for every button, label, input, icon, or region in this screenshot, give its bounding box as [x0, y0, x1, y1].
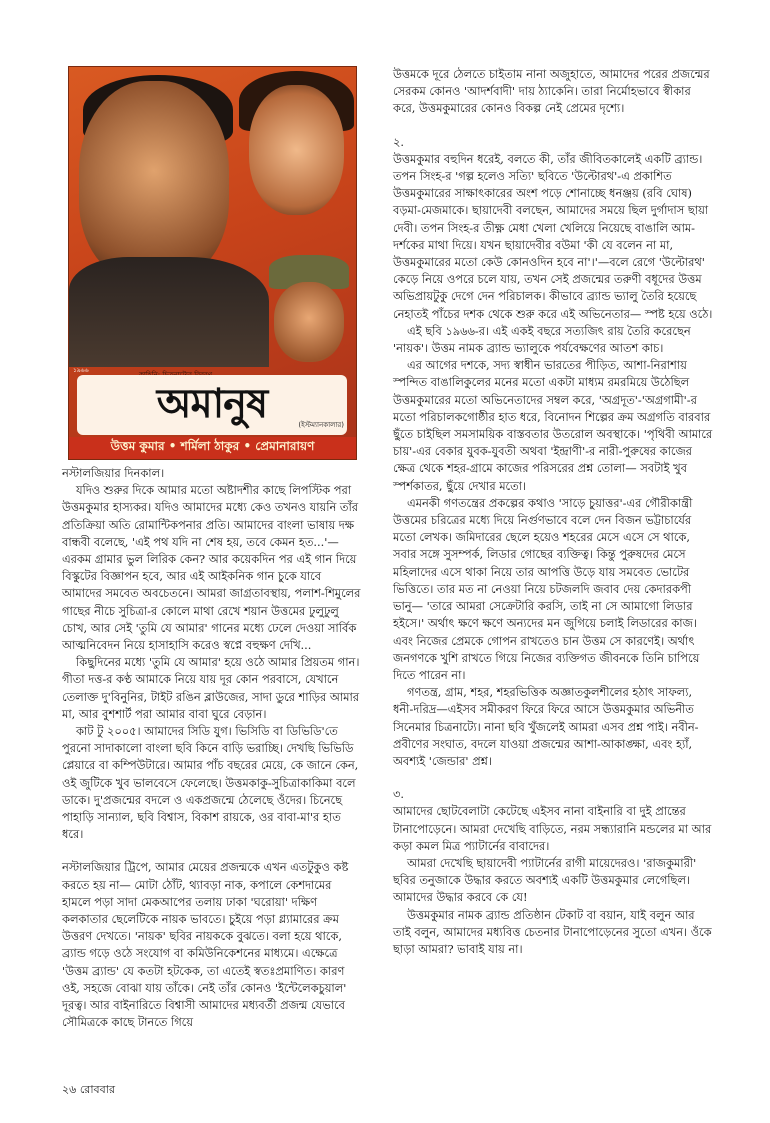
poster-officer-portrait	[274, 282, 344, 362]
right-column	[393, 66, 713, 958]
page-footer	[62, 1081, 115, 1100]
film-poster	[68, 66, 357, 460]
poster-heroine-portrait	[249, 85, 344, 215]
poster-title: অমানুষ	[77, 375, 347, 435]
section-number: ৩.	[393, 787, 405, 802]
paragraph: গণতন্ত্র, গ্রাম, শহর, শহরভিত্তিক অজ্ঞাতকুলশীলের হঠাৎ সাফল্য, ধনী-দরিদ্র—এইসব সমীকরণ ফিরে ফিরে আসে উত্তমকুমার অভিনীত সিনেমার চিত্রনাট্যে। নানা ছবি খুঁজলেই আমরা এসব প্রশ্ন পাই। নবীন-প্রবীণের সংঘাত, বদলে যাওয়া প্রজন্মের আশা-আকাঙ্ক্ষা, এবং হ্যাঁ, অবশ্যই 'জেন্ডার' প্রশ্ন।	[393, 685, 699, 768]
paragraph: আমাদের ছোটবেলাটা কেটেছে এইসব নানা বাইনারি বা দুই প্রান্তের টানাপোড়েনে। আমরা দেখেছি বাড়িতে, নরম সন্ধ্যারানি মন্ডলের মা আর কড়া কমল মিত্র প্যাটার্নের বাবাদের।	[393, 804, 712, 853]
poster-hero-portrait	[79, 81, 229, 281]
paragraph: এই ছবি ১৯৬৬-র। এই একই বছরে সত্যজিৎ রায় তৈরি করেছেন 'নায়ক'। উত্তম নামক ব্র্যান্ড ভ্যালুকে পর্যবেক্ষণের আতশ কাচ।	[393, 323, 691, 356]
paragraph: কাট টু ২০০৫। আমাদের সিডি যুগ। ভিসিডি বা ডিভিডি'তে পুরনো সাদাকালো বাংলা ছবি কিনে বাড়ি ভরাচ্ছি। দেখছি ভিভিডি প্লেয়ারে বা কম্পিউটারে। আমার পাঁচ বছরের মেয়ে, কে জানে কেন, ওই জুটিকে খুব ভালবেসে ফেলেছে। উত্তমকাকু-সুচিত্রাকাকিমা বলে ডাকে। দু'প্রজন্মের বদলে ও একপ্রজন্মে ঠেলেছে ওঁদের। চিনেছে পাহাড়ি সান্যাল, ছবি বিশ্বাস, বিকাশ রায়কে, ওর বাবা-মা'র হাত ধরে।	[62, 724, 359, 842]
paragraph: এমনকী গণতন্ত্রের প্রকল্পের কথাও 'সাড়ে চুয়াত্তর'-এর গৌরীকান্ত্রী উত্তমের চরিত্রের মধ্যে দিয়ে নির্গুণভাবে বলে দেন বিজন ভট্টাচার্যের মতো লেখক। জমিদারের ছেলে হয়েও শহরের মেসে এসে সে থাকে, সবার সঙ্গে সুসম্পর্ক, লিডার গোছের ব্যক্তিত্ব। কিন্তু পুরুষদের মেসে মহিলাদের এসে থাকা নিয়ে তার আপত্তি উড়ে যায় সমবেত ভোটের ভিত্তিতে। তার মত না নেওয়া নিয়ে চটজলদি জবাব দেয় কেদারকপী ভানু— 'তারে আমরা সেক্রেটারি করসি, তাই না সে আমাগো লিডার হইসে।' অর্থাৎ ক্ষণে ক্ষণে অন্যদের মন জুগিয়ে চলাই লিডারের কাজ। এবং নিজের প্রেমকে গোপন রাখতেও চান উত্তম সে কারণেই। অর্থাৎ জনগণকে খুশি রাখতে গিয়ে নিজের ব্যক্তিগত জীবনকে তিনি চাপিয়ে দিতে পারেন না।	[393, 495, 700, 682]
paragraph: উত্তমকে দূরে ঠেলতে চাইতাম নানা অজুহাতে, আমাদের পরের প্রজন্মের সেরকম কোনও 'আদর্শবাদী' দায় ঠ্যাকেনি। তারা নির্মোহভাবে স্বীকার করে, উত্তমকুমারের কোনও বিকল্প নেই প্রেমের দৃশ্যে।	[393, 67, 710, 116]
section-name: রোববার	[79, 1083, 116, 1096]
poster-year-mark: ১৯৬৬	[73, 367, 89, 374]
paragraph: উত্তমকুমার বহুদিন ধরেই, বলতে কী, তাঁর জীবিতকালেই একটি ব্র্যান্ড। তপন সিংহ-র 'গল্প হলেও সত্যি' ছবিতে 'উল্টোরথ'-এ প্রকাশিত উত্তমকুমারের সাক্ষাৎকারের অংশ পড়ে শোনাচ্ছে ধনঞ্জয় (রবি ঘোষ) বড়মা-মেজমাকে। ছায়াদেবী বলছেন, আমাদের সময়ে ছিল দুর্গাদাস ছায়া দেবী। তপন সিংহ-র তীক্ষ্ণ মেধা খেলা খেলিয়ে নিয়েছে বাঙালি আম-দর্শকের মাথা দিয়ে। যখন ছায়াদেবীর বউমা 'কী যে বলেন না মা, উত্তমকুমারের মতো কেউ কোনওদিন হবে না'।'—বলে রেগে 'উল্টোরথ' কেড়ে নিয়ে ওপরে চলে যায়, তখন সেই প্রজন্মের তরুণী বধূদের উত্তম অভিপ্রায়টুকু দেগে দেন পরিচালক। কীভাবে ব্র্যান্ড ভ্যালু তৈরি হয়েছে নেহাতই পাঁচের দশক থেকে শুরু করে এই অভিনেতার— স্পষ্ট হয়ে ওঠে।	[393, 151, 713, 321]
paragraph: এর আগের দশকে, সদ্য স্বাধীন ভারতের পীড়িত, আশা-নিরাশায় স্পন্দিত বাঙালিকুলের মনের মতো একটা মাধ্যম রমরমিয়ে উঠেছিল উত্তমকুমারের মতো অভিনেতাদের সম্বল করে, 'অগ্রদূত'-'অগ্রগামী'-র মতো পরিচালকগোষ্ঠীর হাত ধরে, বিনোদন শিল্পের ক্রম অগ্রগতি বারবার ছুঁতে চাইছিল সমসাময়িক বাস্তবতার উতরোল অবস্থাকে। 'পৃথিবী আমারে চায়'-এর বেকার যুবক-যুবতী অথবা 'ইন্দ্রাণী'-র নারী-পুরুষের কাজের ক্ষেত্র থেকে শহর-গ্রামে কাজের পরিসরের প্রশ্ন তোলা— সবটাই খুব স্পর্শকাতর, ছুঁয়ে দেখার মতো।	[393, 358, 713, 493]
poster-hero-body	[69, 257, 269, 367]
paragraph: আমরা দেখেছি ছায়াদেবী প্যাটার্নের রাগী মায়েদেরও। 'রাজকুমারী' ছবির তনুজাকে উদ্ধার করতে অবশ্যই একটি উত্তমকুমার লেগেছিল। আমাদের উদ্ধার করবে কে যে!	[393, 855, 697, 905]
page-number: ২৬	[62, 1083, 77, 1096]
poster-cast-strip: উত্তম কুমার • শর্মিলা ঠাকুর • প্রেমানারায়ণ	[69, 437, 356, 459]
section-number: ২.	[393, 134, 405, 149]
paragraph: নস্টালজিয়ার ট্রিপে, আমার মেয়ের প্রজন্মকে এখন এতটুকুও কষ্ট করতে হয় না— মোটা ঠোঁট, থ্যাবড়া নাক, কপালে কেশদামের হামলে পড়া সাদা মেকআপের তলায় ঢাকা 'ঘরোয়া' দক্ষিণ কলকাতার ছেলেটিকে নায়ক ভাবতে। চুইয়ে পড়া গ্ল্যামারের ক্রম উত্তরণ দেখতে। 'নায়ক' ছবির নায়ককে বুঝতে। বলা হয়ে থাকে, ব্র্যান্ড গড়ে ওঠে সংযোগ বা কমিউনিকেশনের মাধ্যমে। এক্ষেত্রে 'উত্তম ব্র্যান্ড' যে কতটা হটকেক, তা এতেই স্বতঃপ্রমাণিত। কারণ ওই, সহজে বোঝা যায় তাঁকে। নেই তাঁর কোনও 'ইন্টেলেকচুয়াল' দূরত্ব। আর বাইনারিতে বিশ্বাসী আমাদের মধ্যবর্তী প্রজন্ম যেভাবে সৌমিত্রকে কাছে টানতে গিয়ে	[62, 860, 349, 1030]
left-column	[62, 465, 362, 1032]
paragraph: যদিও শুরুর দিকে আমার মতো অষ্টাদশীর কাছে লিপস্টিক পরা উত্তমকুমার হাস্যকর। যদিও আমাদের মধ্যে কেও তখনও যায়নি তাঁর প্রতিক্রিয়া অতি রোমান্টিকপনার প্রতি। আমাদের বাংলা ভাষায় দক্ষ বান্ধবী বলেছে, 'এই পথ যদি না শেষ হয়, তবে কেমন হত...'— এরকম গ্রামার ভুল লিরিক কেন? আর কয়েকদিন পর এই গান দিয়ে বিস্কুটের বিজ্ঞাপন হবে, আর এই আইকনিক গান চুকে যাবে আমাদের সমবেত অবচেতনে। আমরা জাগ্রতাবস্থায়, পলাশ-শিমুলের গাছের নীচে সুচিত্রা-র কোলে মাথা রেখে শয়ান উত্তমের ঢুলুঢুলু চোখ, আর সেই 'তুমি যে আমার' গানের মধ্যে ঢেলে দেওয়া সার্বিক আত্মনিবেদন নিয়ে হাসাহাসি করেও স্বপ্নে বহুক্ষণ দেখি...	[62, 483, 361, 653]
paragraph: উত্তমকুমার নামক ব্র্যান্ড প্রতিষ্ঠান টেকাট বা বয়ান, যাই বলুন আর তাই বলুন, আমাদের মধ্যবিত্ত চেতনার টানাপোড়েনের সুতো এখন। ওঁকে ছাড়া আমরা? ভাবাই যায় না।	[393, 907, 712, 956]
poster-subtitle: (ইস্টম্যানকালার)	[298, 421, 344, 429]
paragraph: নস্টালজিয়ার দিনকাল।	[62, 466, 165, 480]
paragraph: কিছুদিনের মধ্যে 'তুমি যে আমার' হয়ে ওঠে আমার প্রিয়তম গান। গীতা দত্ত-র কণ্ঠ আমাকে নিয়ে যায় দূর কোন পরবাসে, যেখানে তেলাক্ত দু'বিনুনির, টাইট রঙিন ব্লাউজের, সাদা ডুরে শাড়ির আমার মা, আর বুশশার্ট পরা আমার বাবা ঘুরে বেড়ান।	[62, 655, 360, 721]
